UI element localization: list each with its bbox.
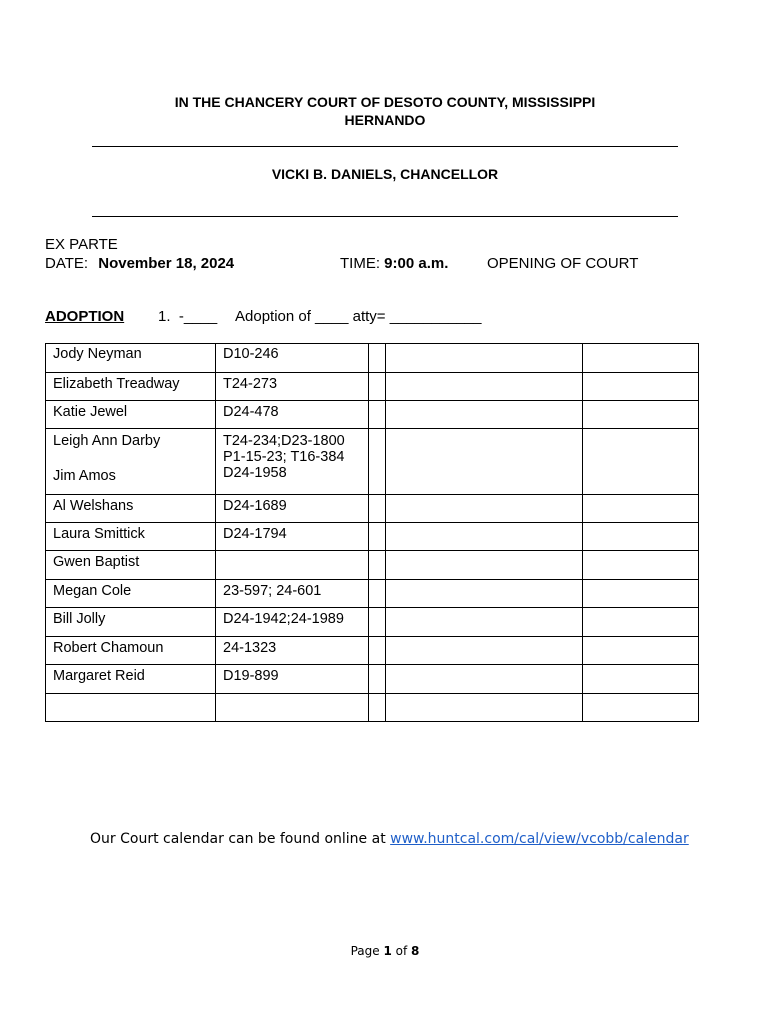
empty-cell — [583, 344, 699, 373]
table-row — [46, 429, 699, 495]
time-line — [340, 255, 448, 272]
current-page: 1 — [383, 944, 392, 958]
table-row — [46, 551, 699, 580]
case-number: D24-478 — [216, 401, 369, 429]
case-number: P1-15-23; T16-384 — [223, 449, 345, 465]
table-row — [46, 401, 699, 429]
party-name — [46, 694, 216, 722]
case-number: D24-1689 — [216, 495, 369, 523]
table-row — [46, 580, 699, 608]
chancellor-name: VICKI B. DANIELS, CHANCELLOR — [271, 166, 499, 182]
empty-cell — [583, 495, 699, 523]
party-name: Gwen Baptist — [46, 551, 216, 580]
empty-cell — [369, 373, 386, 401]
calendar-note — [90, 831, 689, 847]
case-number — [216, 551, 369, 580]
court-title: IN THE CHANCERY COURT OF DESOTO COUNTY, MISSISSIPPI — [174, 94, 596, 110]
party-name-cell — [46, 429, 216, 495]
case-number: D24-1942;24-1989 — [216, 608, 369, 637]
opening-of-court: OPENING OF COURT — [487, 255, 639, 272]
empty-cell — [369, 694, 386, 722]
empty-cell — [583, 551, 699, 580]
date-line — [45, 255, 234, 272]
header-divider-2 — [92, 216, 678, 217]
party-name: Margaret Reid — [46, 665, 216, 694]
adoption-description: Adoption of ____ atty= ___________ — [235, 308, 482, 325]
empty-cell — [369, 401, 386, 429]
party-name: Katie Jewel — [46, 401, 216, 429]
empty-cell — [386, 401, 583, 429]
case-number: 23-597; 24-601 — [216, 580, 369, 608]
case-number: D24-1958 — [223, 465, 287, 481]
table-row — [46, 373, 699, 401]
calendar-note-text: Our Court calendar can be found online at — [90, 831, 391, 847]
case-number: D24-1794 — [216, 523, 369, 551]
empty-cell — [583, 429, 699, 495]
time-value: 9:00 a.m. — [384, 255, 449, 272]
calendar-link[interactable]: www.huntcal.com/cal/view/vcobb/calendar — [390, 831, 689, 847]
empty-cell — [583, 580, 699, 608]
empty-cell — [369, 665, 386, 694]
empty-cell — [583, 401, 699, 429]
table-row — [46, 637, 699, 665]
case-number: T24-273 — [216, 373, 369, 401]
empty-cell — [583, 637, 699, 665]
header-divider — [92, 146, 678, 147]
empty-cell — [583, 523, 699, 551]
party-name: Jim Amos — [53, 468, 116, 484]
party-name: Elizabeth Treadway — [46, 373, 216, 401]
table-row — [46, 608, 699, 637]
case-number: D10-246 — [216, 344, 369, 373]
empty-cell — [386, 373, 583, 401]
case-number — [216, 694, 369, 722]
party-name: Megan Cole — [46, 580, 216, 608]
empty-cell — [369, 637, 386, 665]
table-row — [46, 523, 699, 551]
empty-cell — [386, 580, 583, 608]
empty-cell — [386, 551, 583, 580]
case-number-cell — [216, 429, 369, 495]
party-name: Al Welshans — [46, 495, 216, 523]
party-name: Laura Smittick — [46, 523, 216, 551]
table-row — [46, 665, 699, 694]
empty-cell — [386, 608, 583, 637]
empty-cell — [369, 523, 386, 551]
party-name: Jody Neyman — [46, 344, 216, 373]
ex-parte-label: EX PARTE — [45, 236, 118, 253]
empty-cell — [386, 495, 583, 523]
time-label: TIME: — [340, 255, 380, 272]
schedule-table — [45, 343, 699, 722]
total-pages: 8 — [411, 944, 420, 958]
date-label: DATE: — [45, 255, 89, 272]
empty-cell — [583, 608, 699, 637]
page-word: Page — [350, 944, 384, 958]
empty-cell — [369, 551, 386, 580]
adoption-heading: ADOPTION — [45, 308, 125, 325]
empty-cell — [386, 637, 583, 665]
of-word: of — [391, 944, 412, 958]
case-number: D19-899 — [216, 665, 369, 694]
empty-cell — [386, 523, 583, 551]
date-value: November 18, 2024 — [98, 255, 235, 272]
empty-cell — [369, 344, 386, 373]
party-name: Robert Chamoun — [46, 637, 216, 665]
adoption-item-number: 1. -____ — [158, 308, 218, 325]
court-location: HERNANDO — [344, 112, 426, 128]
table-row — [46, 694, 699, 722]
empty-cell — [583, 694, 699, 722]
table-row — [46, 495, 699, 523]
empty-cell — [583, 373, 699, 401]
empty-cell — [386, 344, 583, 373]
empty-cell — [386, 694, 583, 722]
empty-cell — [369, 495, 386, 523]
case-number: T24-234;D23-1800 — [223, 433, 345, 449]
empty-cell — [369, 608, 386, 637]
empty-cell — [369, 429, 386, 495]
empty-cell — [386, 429, 583, 495]
empty-cell — [369, 580, 386, 608]
empty-cell — [386, 665, 583, 694]
case-number: 24-1323 — [216, 637, 369, 665]
party-name: Bill Jolly — [46, 608, 216, 637]
party-name: Leigh Ann Darby — [53, 433, 161, 449]
table-row — [46, 344, 699, 373]
page-number — [0, 944, 770, 958]
empty-cell — [583, 665, 699, 694]
